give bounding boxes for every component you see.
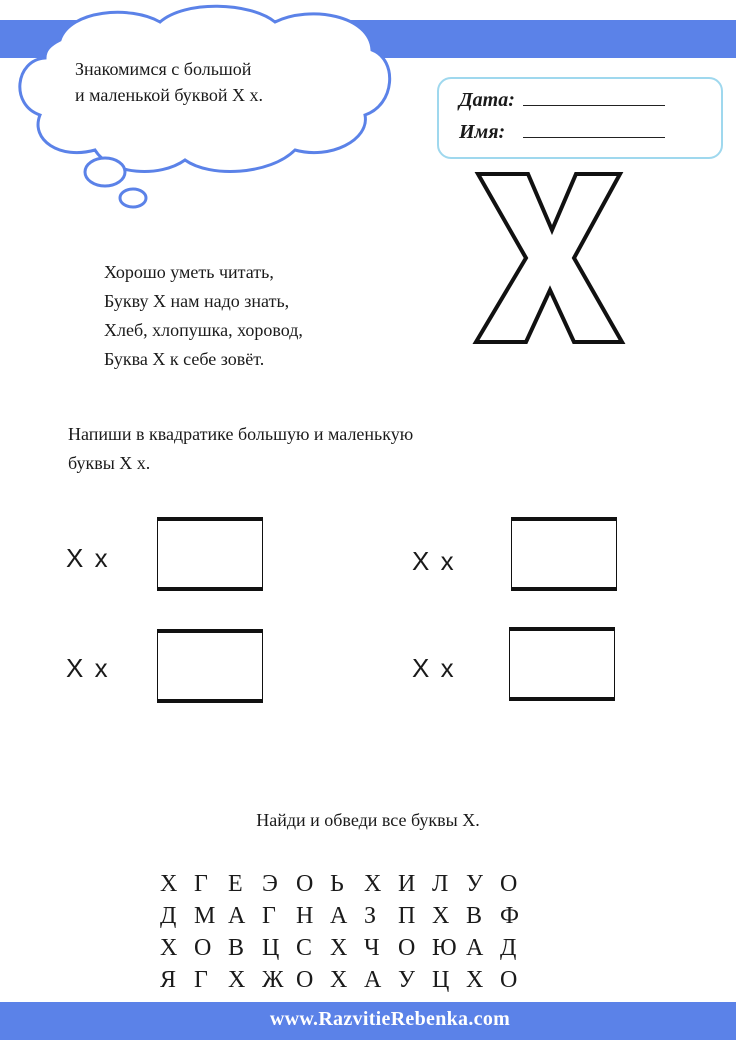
letter-pair: Х х xyxy=(66,543,110,573)
date-name-box xyxy=(437,77,723,159)
grid-letter[interactable]: Д xyxy=(500,935,517,961)
name-field[interactable] xyxy=(523,119,665,138)
grid-letter[interactable]: З xyxy=(364,903,377,929)
grid-letter[interactable]: Х xyxy=(466,967,484,993)
grid-letter[interactable]: В xyxy=(228,935,245,961)
grid-letter[interactable]: Я xyxy=(160,967,177,993)
intro-line-1: Знакомимся с большой xyxy=(75,59,252,79)
letter-pair: Х х xyxy=(66,653,110,683)
grid-letter[interactable]: Х xyxy=(160,871,178,897)
grid-letter[interactable]: Х xyxy=(228,967,246,993)
grid-letter[interactable]: Д xyxy=(160,903,177,929)
grid-letter[interactable]: Э xyxy=(262,871,278,897)
poem-line: Букву Х нам надо знать, xyxy=(104,291,290,311)
grid-letter[interactable]: Г xyxy=(194,967,208,993)
grid-letter[interactable]: С xyxy=(296,935,313,961)
grid-letter[interactable]: А xyxy=(466,935,484,961)
intro-text xyxy=(75,56,263,108)
letter-search-grid xyxy=(160,868,534,996)
grid-letter[interactable]: У xyxy=(466,871,483,897)
grid-row xyxy=(160,900,534,932)
grid-letter[interactable]: О xyxy=(398,935,416,961)
name-label: Имя: xyxy=(459,121,506,143)
grid-letter[interactable]: А xyxy=(228,903,246,929)
intro-line-2: и маленькой буквой Х х. xyxy=(75,85,264,105)
writing-box[interactable] xyxy=(511,517,617,591)
grid-letter[interactable]: Ч xyxy=(364,935,380,961)
letter-pair: Х х xyxy=(412,546,456,576)
find-task-instruction: Найди и обведи все буквы Х. xyxy=(256,810,480,830)
writing-box[interactable] xyxy=(157,517,263,591)
grid-letter[interactable]: Х xyxy=(330,967,348,993)
grid-letter[interactable]: О xyxy=(500,871,518,897)
grid-letter[interactable]: Ю xyxy=(432,935,457,961)
grid-letter[interactable]: О xyxy=(296,967,314,993)
grid-row xyxy=(160,964,534,996)
grid-letter[interactable]: П xyxy=(398,903,416,929)
date-label: Дата: xyxy=(459,89,515,111)
grid-letter[interactable]: Г xyxy=(194,871,208,897)
big-outline-letter xyxy=(470,168,630,348)
grid-row xyxy=(160,868,534,900)
poem xyxy=(104,258,303,374)
grid-letter[interactable]: А xyxy=(364,967,382,993)
poem-line: Хорошо уметь читать, xyxy=(104,262,274,282)
grid-letter[interactable]: Е xyxy=(228,871,243,897)
letter-pair: Х х xyxy=(412,653,456,683)
grid-letter[interactable]: И xyxy=(398,871,416,897)
grid-letter[interactable]: А xyxy=(330,903,348,929)
poem-line: Буква Х к себе зовёт. xyxy=(104,349,265,369)
grid-letter[interactable]: Ь xyxy=(330,871,344,897)
date-row xyxy=(459,87,665,112)
grid-letter[interactable]: Ф xyxy=(500,903,519,929)
write-task-line-1: Напиши в квадратике большую и маленькую xyxy=(68,424,414,444)
write-task-instruction xyxy=(68,420,588,478)
grid-letter[interactable]: Ж xyxy=(262,967,284,993)
footer-website-link[interactable]: www.RazvitieRebenka.com xyxy=(269,1008,511,1030)
grid-letter[interactable]: О xyxy=(500,967,518,993)
grid-letter[interactable]: Ц xyxy=(262,935,280,961)
grid-letter[interactable]: Х xyxy=(160,935,178,961)
writing-box[interactable] xyxy=(509,627,615,701)
poem-line: Хлеб, хлопушка, хоровод, xyxy=(104,320,303,340)
grid-letter[interactable]: Х xyxy=(432,903,450,929)
grid-letter[interactable]: Х xyxy=(364,871,382,897)
name-row xyxy=(459,119,665,144)
grid-letter[interactable]: О xyxy=(194,935,212,961)
write-task-line-2: буквы Х х. xyxy=(68,453,151,473)
grid-letter[interactable]: Г xyxy=(262,903,276,929)
date-field[interactable] xyxy=(523,87,665,106)
grid-letter[interactable]: О xyxy=(296,871,314,897)
grid-letter[interactable]: М xyxy=(194,903,216,929)
grid-letter[interactable]: Ц xyxy=(432,967,450,993)
writing-box[interactable] xyxy=(157,629,263,703)
grid-letter[interactable]: У xyxy=(398,967,415,993)
grid-letter[interactable]: Л xyxy=(432,871,449,897)
grid-letter[interactable]: Н xyxy=(296,903,314,929)
grid-letter[interactable]: В xyxy=(466,903,483,929)
grid-row xyxy=(160,932,534,964)
grid-letter[interactable]: Х xyxy=(330,935,348,961)
